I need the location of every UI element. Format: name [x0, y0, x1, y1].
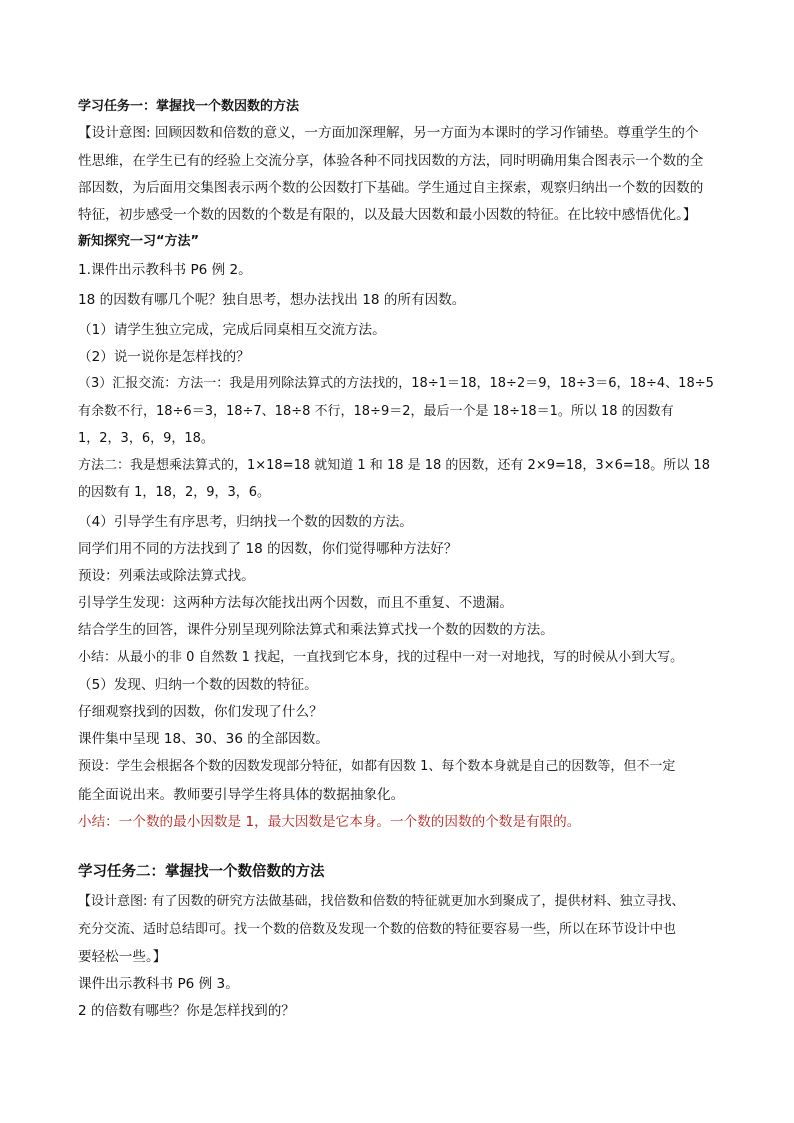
- body-line: （5）发现、归纳一个数的因数的特征。: [78, 677, 318, 693]
- body-line: 1.课件出示教科书 P6 例 2。: [78, 262, 252, 278]
- task1-title: 学习任务一：掌握找一个数因数的方法: [78, 99, 300, 114]
- body-line: 预设：列乘法或除法算式找。: [78, 568, 255, 584]
- body-line: 18 的因数有哪几个呢？独自思考，想办法找出 18 的所有因数。: [78, 292, 466, 308]
- body-line: （3）汇报交流：方法一：我是用列除法算式的方法找的，18÷1＝18，18÷2＝9，18÷3＝6，18÷4、18÷5: [78, 376, 714, 391]
- task1-design-intent-line: 特征，初步感受一个数的因数的个数是有限的，以及最大因数和最小因数的特征。在比较中感悟优化。】: [78, 207, 697, 223]
- task2-design-intent-line: 充分交流、适时总结即可。找一个数的倍数及发现一个数的倍数的特征要容易一些，所以在环节设计中也: [78, 922, 677, 937]
- body-line: 同学们用不同的方法找到了 18 的因数，你们觉得哪种方法好？: [78, 541, 458, 557]
- explore-title: 新知探究一习“方法”: [78, 234, 200, 249]
- body-line: （4）引导学生有序思考，归纳找一个数的因数的方法。: [78, 514, 413, 530]
- body-line: 课件集中呈现 18、30、36 的全部因数。: [78, 731, 329, 747]
- summary-line: 小结：一个数的最小因数是 1，最大因数是它本身。一个数的因数的个数是有限的。: [78, 814, 581, 830]
- body-line: 仔细观察找到的因数，你们发现了什么？: [78, 704, 323, 720]
- body-line: 1，2，3，6，9，18。: [78, 431, 214, 446]
- body-line: 结合学生的回答，课件分别呈现列除法算式和乘法算式找一个数的因数的方法。: [78, 622, 554, 638]
- body-line: 小结：从最小的非 0 自然数 1 找起，一直找到它本身，找的过程中一对一对地找，写的时候从小到大写。: [78, 650, 684, 665]
- body-line: 有余数不行，18÷6＝3，18÷7、18÷8 不行，18÷9＝2，最后一个是 18÷18＝1。所以 18 的因数有: [78, 404, 674, 419]
- task2-design-intent-line: 要轻松一些。】: [78, 949, 167, 965]
- body-line: 方法二：我是想乘法算式的，1×18=18 就知道 1 和 18 是 18 的因数，还有 2×9=18，3×6=18。所以 18: [78, 458, 710, 473]
- task1-design-intent-line: 【设计意图: 回顾因数和倍数的意义，一方面加深理解，另一方面为本课时的学习作铺垫。尊重学生的个: [78, 125, 699, 141]
- body-line: 课件出示教科书 P6 例 3。: [78, 976, 239, 992]
- body-line: 引导学生发现：这两种方法每次能找出两个因数，而且不重复、不遗漏。: [78, 595, 513, 611]
- body-line: （1）请学生独立完成，完成后同桌相互交流方法。: [78, 322, 386, 338]
- task1-design-intent-line: 性思维，在学生已有的经验上交流分享，体验各种不同找因数的方法，同时明确用集合图表示一个数的全: [78, 153, 704, 169]
- task2-design-intent-line: 【设计意图: 有了因数的研究方法做基础，找倍数和倍数的特征就更加水到聚成了，提供材料、独立寻找、: [78, 894, 685, 909]
- task1-design-intent-line: 部因数，为后面用交集图表示两个数的公因数打下基础。学生通过自主探索，观察归纳出一个数的因数的: [78, 180, 704, 196]
- body-line: 的因数有 1，18，2，9，3，6。: [78, 485, 271, 500]
- body-line: 能全面说出来。教师要引导学生将具体的数据抽象化。: [78, 787, 405, 803]
- task2-title: 学习任务二：掌握找一个数倍数的方法: [78, 864, 325, 880]
- body-line: 2 的倍数有哪些？你是怎样找到的？: [78, 1003, 295, 1019]
- body-line: 预设：学生会根据各个数的因数发现部分特征，如都有因数 1、每个数本身就是自己的因数等，但不一定: [78, 759, 676, 774]
- body-line: （2）说一说你是怎样找的？: [78, 349, 250, 365]
